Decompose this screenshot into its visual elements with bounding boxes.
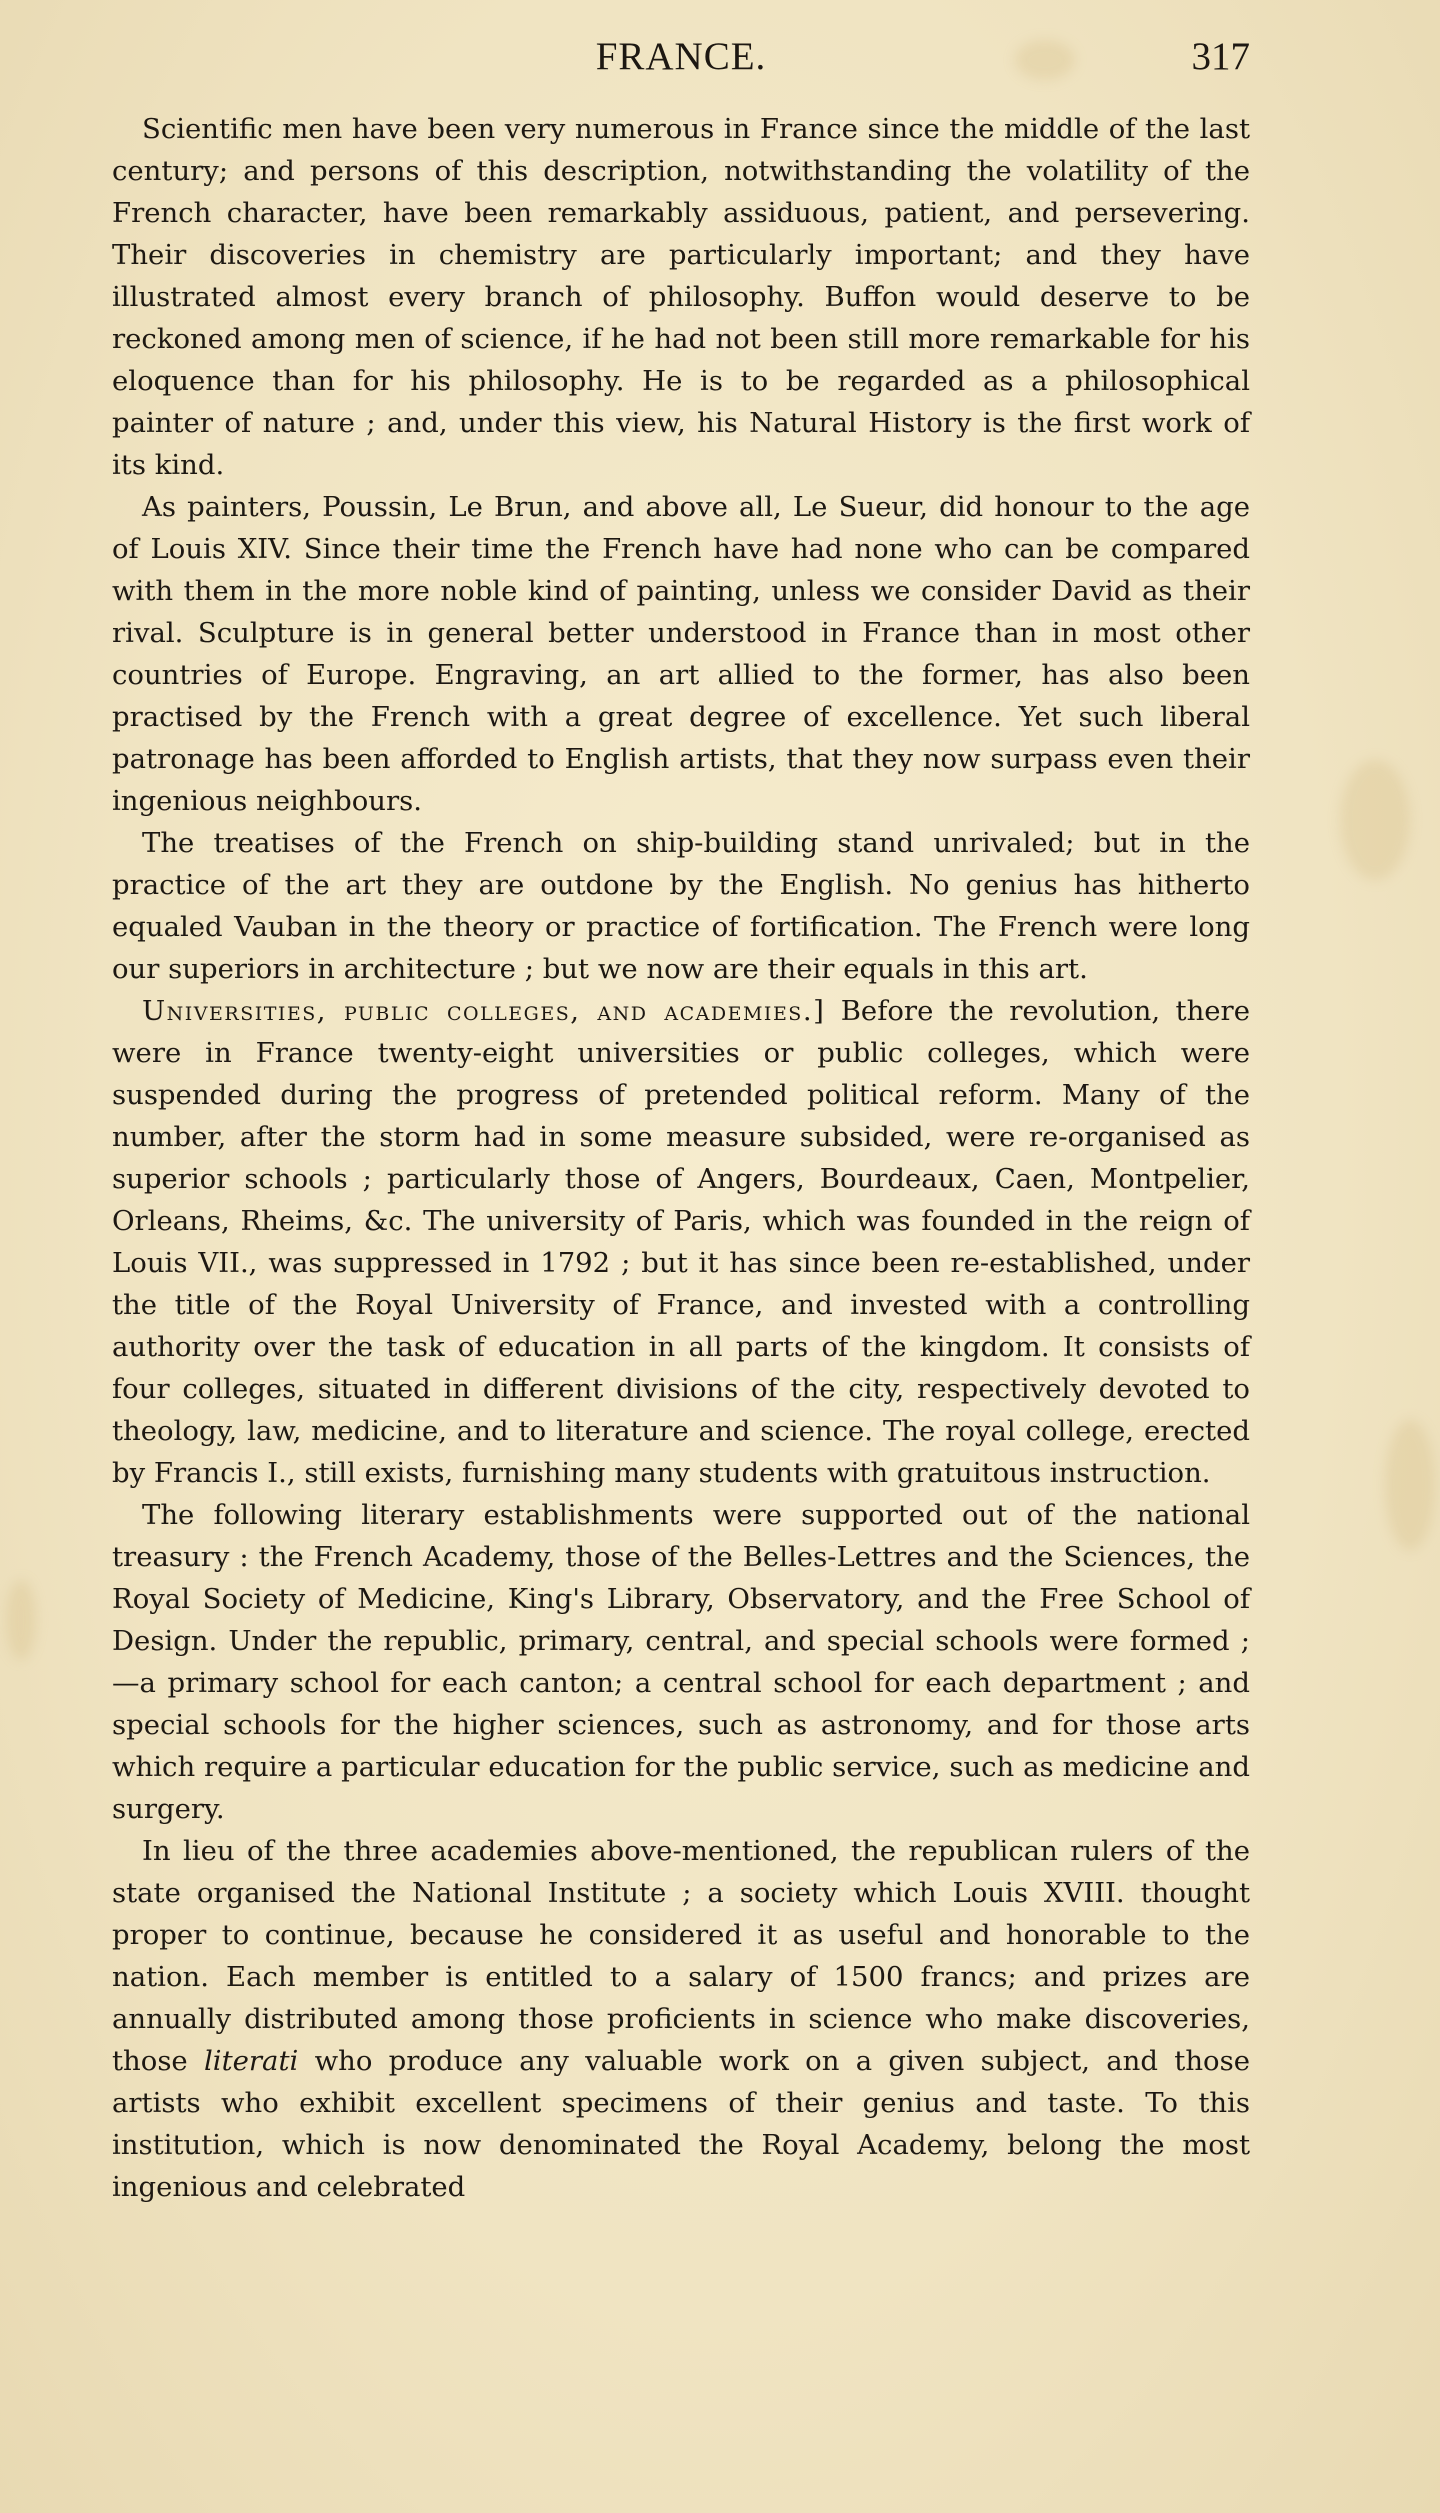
paper-stain	[6, 1580, 36, 1660]
paragraph-literary-establishments: The following literary establishments were supported out of the national treasury : the French Academy, those of the Belles-Lettres and the Sciences, the Royal Society of Medicine, King's Library, Observatory, and the Free School of Design. Under the republic, primary, central, and special schools were formed ;—a primary school for each canton; a central school for each department ; and special schools for the higher sciences, such as astronomy, and for those arts which require a particular education for the public service, such as medicine and surgery.	[112, 1499, 1250, 1825]
paragraph-national-institute-text-before: In lieu of the three academies above-mentioned, the republican rulers of the state organised the National Institute ; a society which Louis XVIII. thought proper to continue, because he considered it as useful and honorable to the nation. Each member is entitled to a salary of 1500 francs; and prizes are annually distributed among those proficients in science who make discoveries, those	[112, 1835, 1250, 2077]
paper-stain	[1340, 760, 1410, 880]
paragraph-universities	[112, 990, 1250, 1494]
body-text	[112, 108, 1250, 2208]
paper-stain	[1385, 1420, 1435, 1550]
running-title: FRANCE.	[595, 35, 767, 78]
running-head	[112, 34, 1250, 84]
paragraph-national-institute-text-after: who produce any valuable work on a given subject, and those artists who exhibit excellent specimens of their genius and taste. To this institution, which is now denominated the Royal Academy, belong the most ingenious and celebrated	[112, 2045, 1250, 2203]
paragraph-painters: As painters, Poussin, Le Brun, and above all, Le Sueur, did honour to the age of Louis XIV. Since their time the French have had none who can be compared with them in the more noble kind of painting, unless we consider David as their rival. Sculpture is in general better understood in France than in most other countries of Europe. Engraving, an art allied to the former, has also been practised by the French with a great degree of excellence. Yet such liberal patronage has been afforded to English artists, that they now surpass even their ingenious neighbours.	[112, 491, 1250, 817]
section-heading: Universities, public colleges, and academies.]	[142, 995, 826, 1027]
emphasis-literati: literati	[204, 2045, 299, 2077]
paragraph-scientific-men: Scientific men have been very numerous in France since the middle of the last century; and persons of this description, notwithstanding the volatility of the French character, have been remarkably assiduous, patient, and persevering. Their discoveries in chemistry are particularly important; and they have illustrated almost every branch of philosophy. Buffon would deserve to be reckoned among men of science, if he had not been still more remarkable for his eloquence than for his philosophy. He is to be regarded as a philosophical painter of nature ; and, under this view, his Natural History is the first work of its kind.	[112, 113, 1250, 481]
page-number: 317	[1191, 35, 1250, 78]
paragraph-national-institute	[112, 1830, 1250, 2208]
paragraph-universities-text: Before the revolution, there were in France twenty-eight universities or public colleges, which were suspended during the progress of pretended political reform. Many of the number, after the storm had in some measure subsided, were re-organised as superior schools ; particularly those of Angers, Bourdeaux, Caen, Montpelier, Orleans, Rheims, &c. The university of Paris, which was founded in the reign of Louis VII., was suppressed in 1792 ; but it has since been re-established, under the title of the Royal University of France, and invested with a controlling authority over the task of education in all parts of the kingdom. It consists of four colleges, situated in different divisions of the city, respectively devoted to theology, law, medicine, and to literature and science. The royal college, erected by Francis I., still exists, furnishing many students with gratuitous instruction.	[112, 995, 1250, 1489]
paragraph-ship-building: The treatises of the French on ship-building stand unrivaled; but in the practice of the art they are outdone by the English. No genius has hitherto equaled Vauban in the theory or practice of fortification. The French were long our superiors in architecture ; but we now are their equals in this art.	[112, 827, 1250, 985]
